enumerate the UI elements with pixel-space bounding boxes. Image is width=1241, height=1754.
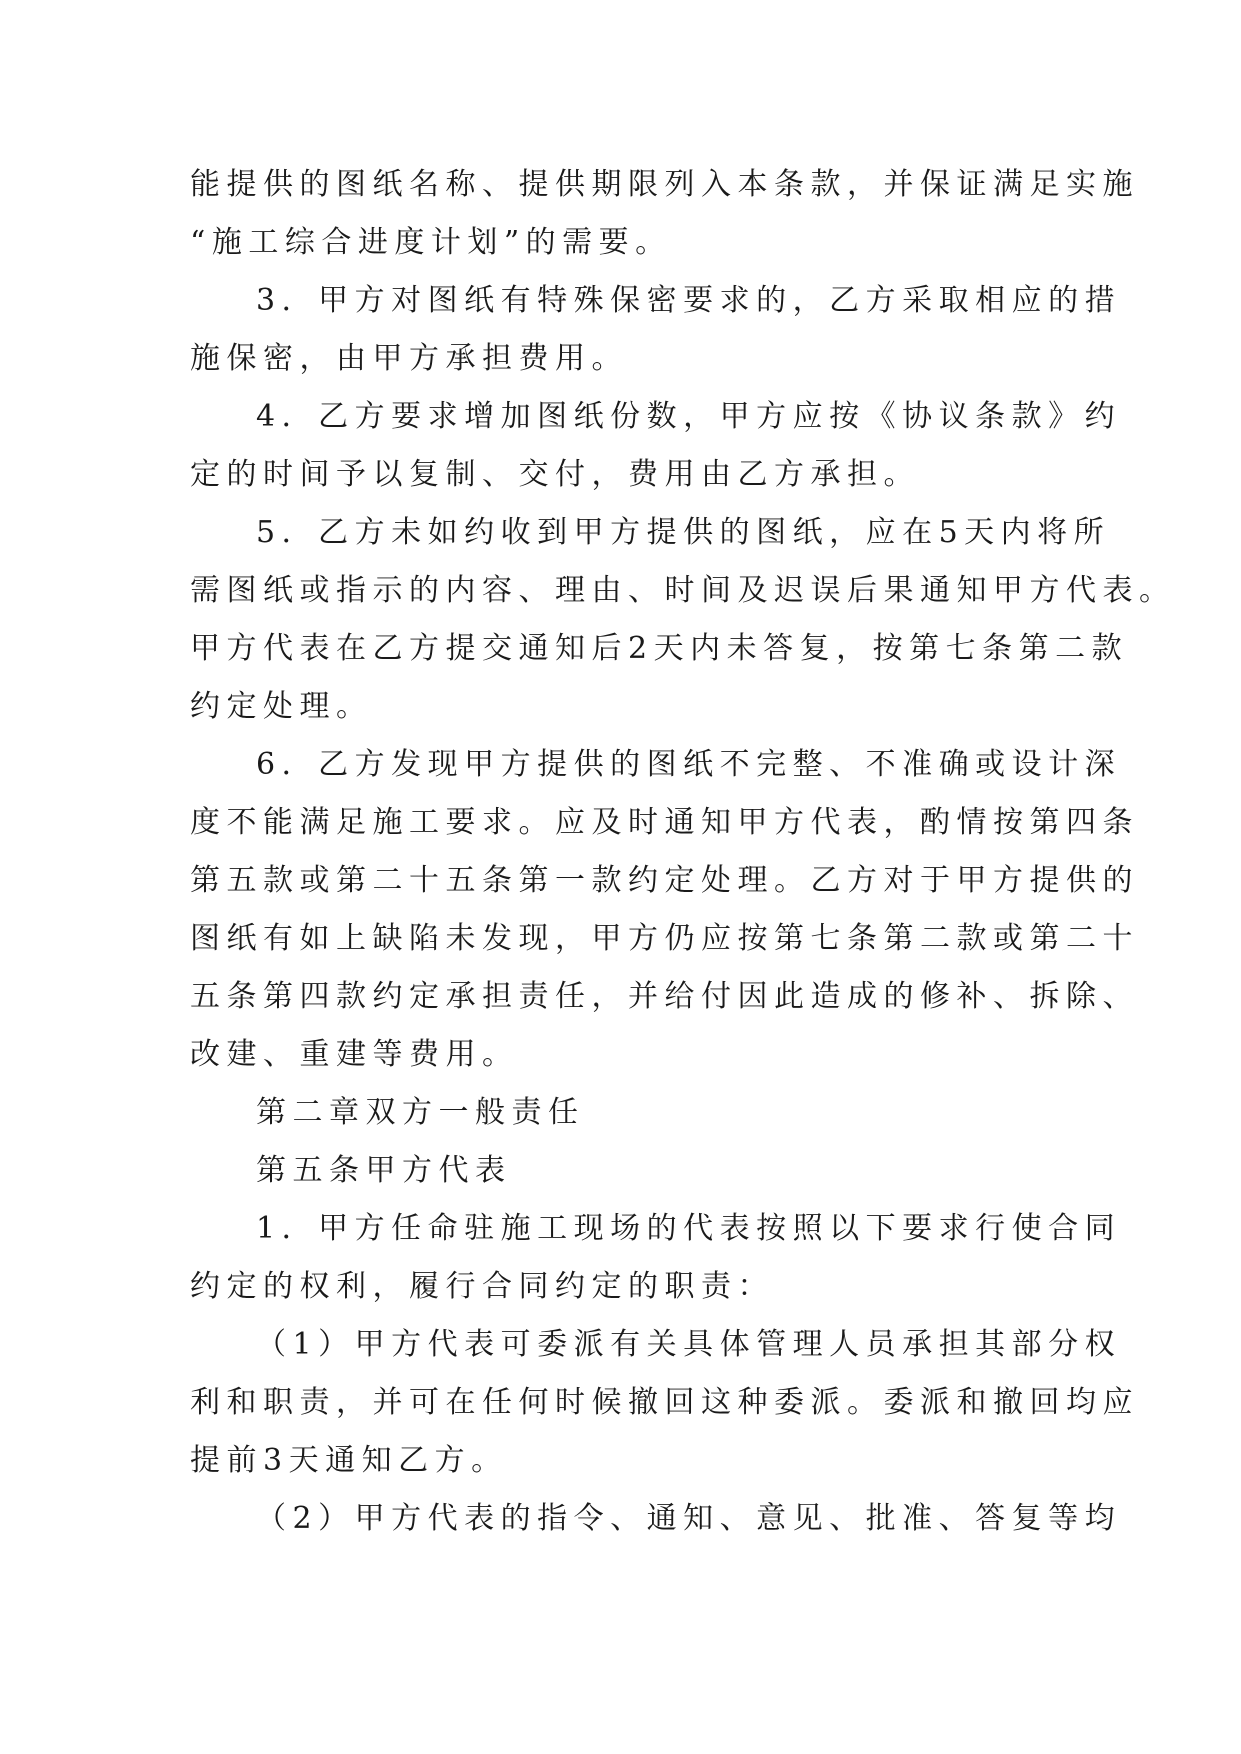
text-line: 需图纸或指示的内容、理由、时间及迟误后果通知甲方代表。	[190, 573, 1176, 608]
text-line: “施工综合进度计划”的需要。	[190, 225, 672, 260]
text-line: 甲方代表在乙方提交通知后2天内未答复，按第七条第二款	[190, 631, 1129, 666]
text-line: 图纸有如上缺陷未发现，甲方仍应按第七条第二款或第二十	[190, 921, 1139, 956]
text-line: 4．乙方要求增加图纸份数，甲方应按《协议条款》约	[256, 399, 1122, 434]
text-line: （2）甲方代表的指令、通知、意见、批准、答复等均	[256, 1501, 1122, 1536]
text-line: 第五条甲方代表	[256, 1153, 512, 1188]
text-line: 五条第四款约定承担责任，并给付因此造成的修补、拆除、	[190, 979, 1139, 1014]
text-line: 改建、重建等费用。	[190, 1037, 519, 1072]
text-line: 定的时间予以复制、交付，费用由乙方承担。	[190, 457, 920, 492]
text-line: 第五款或第二十五条第一款约定处理。乙方对于甲方提供的	[190, 863, 1139, 898]
text-line: 能提供的图纸名称、提供期限列入本条款，并保证满足实施	[190, 167, 1139, 202]
text-line: （1）甲方代表可委派有关具体管理人员承担其部分权	[256, 1327, 1122, 1362]
text-line: 6．乙方发现甲方提供的图纸不完整、不准确或设计深	[256, 747, 1122, 782]
text-line: 3．甲方对图纸有特殊保密要求的，乙方采取相应的措	[256, 283, 1122, 318]
text-line: 施保密，由甲方承担费用。	[190, 341, 628, 376]
text-line: 5．乙方未如约收到甲方提供的图纸，应在5天内将所	[256, 515, 1111, 550]
text-line: 利和职责，并可在任何时候撤回这种委派。委派和撤回均应	[190, 1385, 1139, 1420]
text-line: 提前3天通知乙方。	[190, 1443, 508, 1478]
text-line: 度不能满足施工要求。应及时通知甲方代表，酌情按第四条	[190, 805, 1139, 840]
text-line: 第二章双方一般责任	[256, 1095, 585, 1130]
document-body	[190, 156, 1176, 1548]
text-line: 1．甲方任命驻施工现场的代表按照以下要求行使合同	[256, 1211, 1122, 1246]
text-line: 约定的权利，履行合同约定的职责：	[190, 1269, 774, 1304]
text-line: 约定处理。	[190, 689, 373, 724]
